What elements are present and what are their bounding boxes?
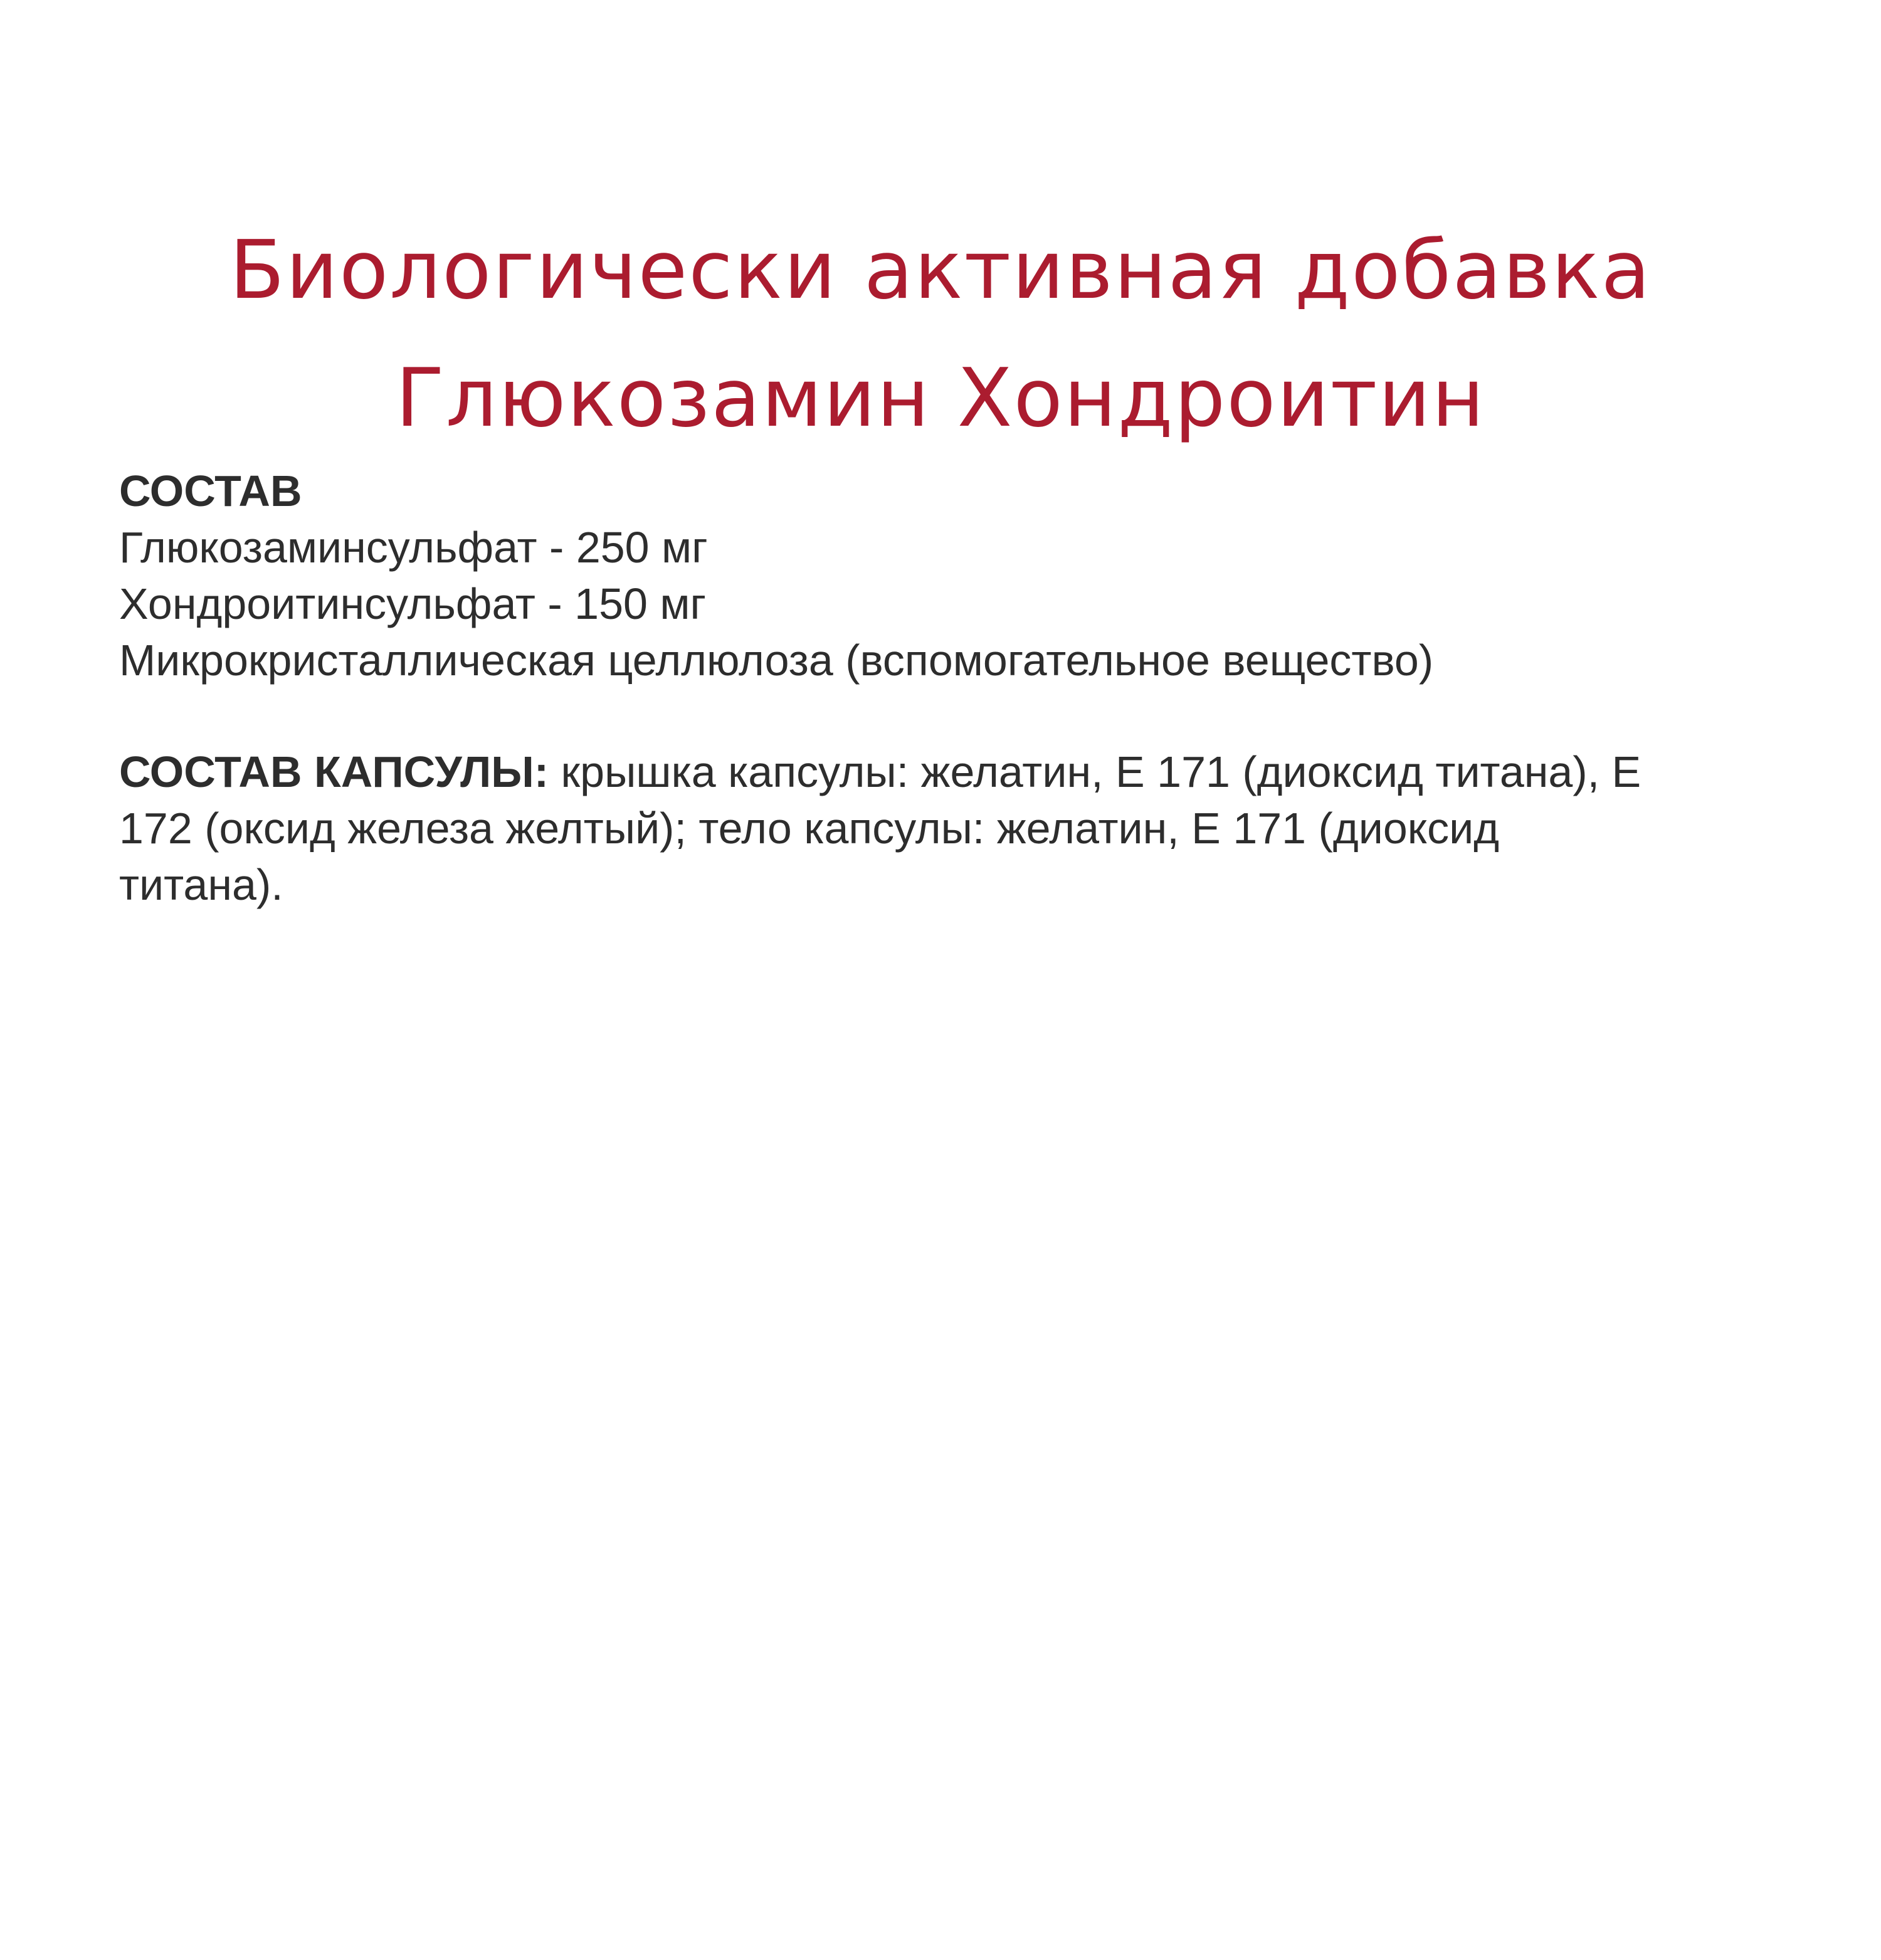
product-title: [0, 207, 1881, 463]
capsule-composition-heading: СОСТАВ КАПСУЛЫ:: [119, 747, 549, 796]
capsule-composition-section: [119, 744, 1662, 913]
ingredient-glucosamine: Глюкозаминсульфат - 250 мг: [119, 523, 708, 572]
capsule-composition-text: крышка капсулы: желатин, Е 171 (диоксид титана), Е 172 (оксид железа желтый); тело капсулы: желатин, Е 171 (диоксид титана).: [119, 747, 1641, 909]
composition-section: [119, 463, 1850, 688]
composition-heading: СОСТАВ: [119, 466, 302, 515]
product-title-line-2: Глюкозамин Хондроитин: [395, 352, 1486, 445]
product-title-line-1: Биологически активная добавка: [229, 224, 1652, 317]
ingredient-cellulose: Микрокристаллическая целлюлоза (вспомогательное вещество): [119, 636, 1434, 685]
ingredient-chondroitin: Хондроитинсульфат - 150 мг: [119, 579, 707, 628]
